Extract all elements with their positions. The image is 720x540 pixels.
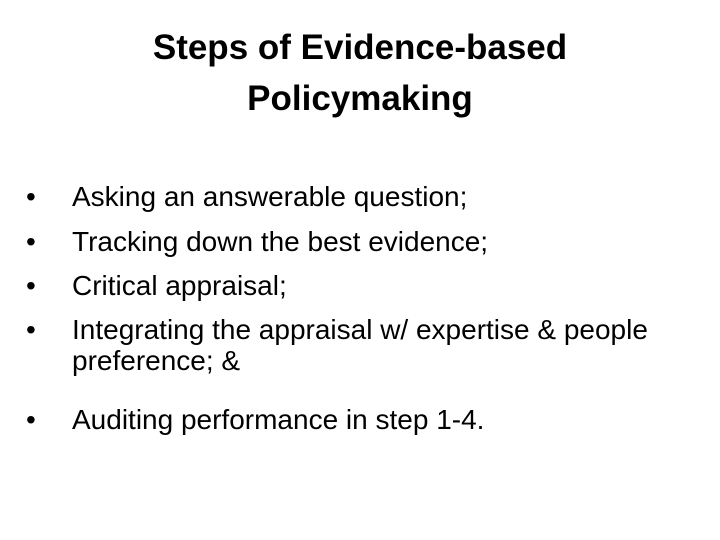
bullet-marker: •: [26, 314, 36, 345]
bullet-item: [26, 314, 686, 376]
bullet-marker: •: [26, 404, 36, 435]
bullet-item: [26, 181, 686, 212]
bullet-item: [26, 404, 686, 435]
bullet-text: Asking an answerable question;: [72, 181, 468, 212]
bullet-marker: •: [26, 270, 36, 301]
bullet-text: Integrating the appraisal w/ expertise & people preference; &: [72, 314, 648, 376]
bullet-marker: •: [26, 226, 36, 257]
slide-title-line-2: Policymaking: [247, 79, 473, 118]
bullet-text: Critical appraisal;: [72, 270, 287, 301]
slide-title-line-1: Steps of Evidence-based: [152, 28, 568, 67]
bullet-item: [26, 226, 686, 257]
bullet-text: Auditing performance in step 1-4.: [72, 404, 485, 435]
bullet-text: Tracking down the best evidence;: [72, 226, 489, 257]
bullet-item: [26, 270, 686, 301]
bullet-marker: •: [26, 181, 36, 212]
